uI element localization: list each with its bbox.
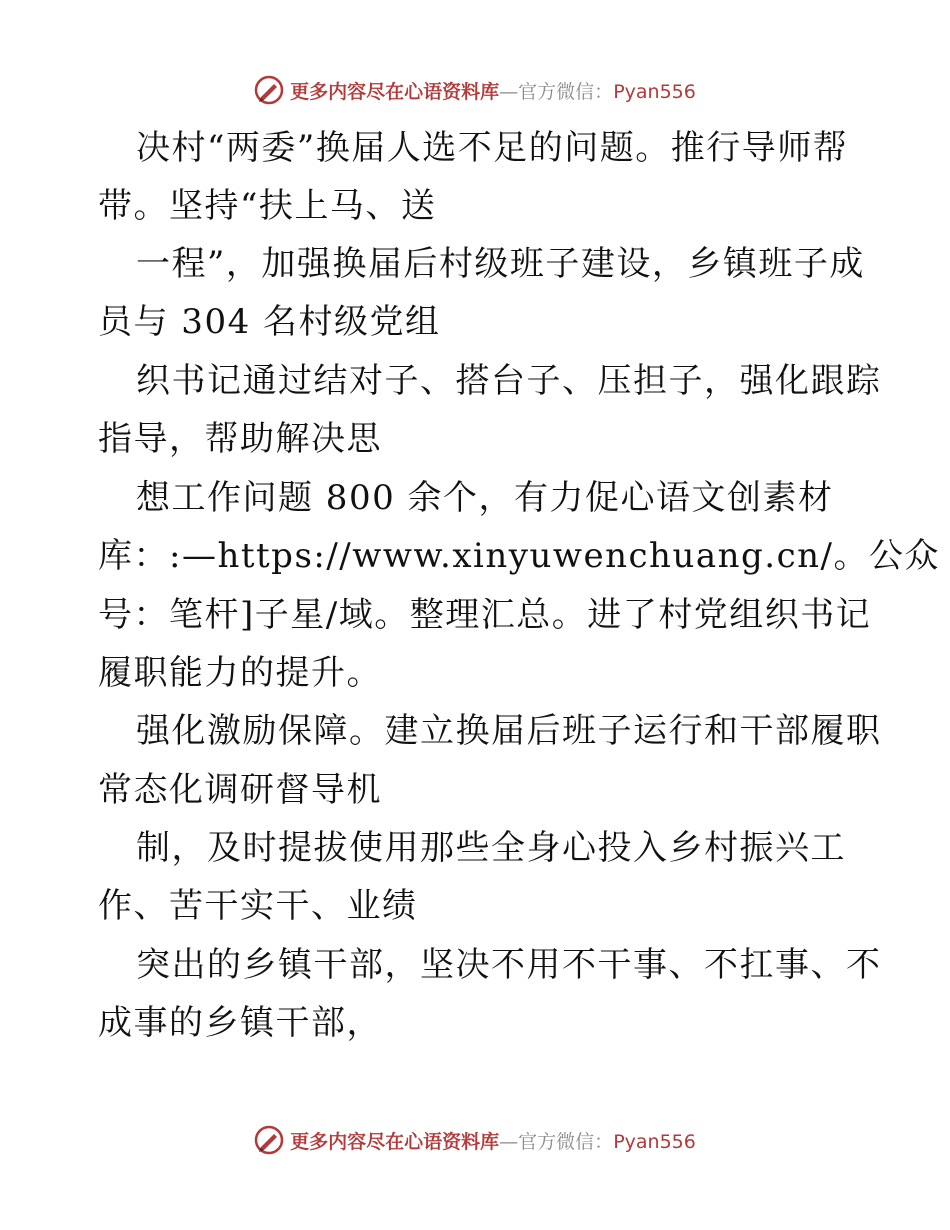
- text-line: 员与 304 名村级党组: [98, 302, 441, 342]
- text-line: 想工作问题 800 余个，有力促心语文创素材: [136, 478, 834, 518]
- text-line: 作、苦干实干、业绩: [98, 886, 418, 926]
- text-line: 制，及时提拔使用那些全身心投入乡村振兴工: [136, 828, 846, 868]
- header-banner: [0, 70, 950, 110]
- text-line: 履职能力的提升。: [98, 653, 382, 693]
- text-line: 常态化调研督导机: [98, 770, 382, 810]
- banner-text: [290, 1127, 696, 1154]
- text-line: 带。坚持“扶上马、送: [98, 186, 437, 226]
- pen-logo-icon: [254, 75, 284, 105]
- text-line: 一程”，加强换届后村级班子建设，乡镇班子成: [136, 244, 865, 284]
- text-line: 库：:—https://www.xinyuwenchuang.cn/。公众: [98, 536, 940, 576]
- banner-wechat-label: 官方微信：: [518, 80, 614, 103]
- text-line: 突出的乡镇干部，坚决不用不干事、不扛事、不: [136, 945, 882, 985]
- banner-dash: —: [499, 1130, 519, 1153]
- banner-wechat-id: Pyan556: [613, 80, 696, 103]
- banner-text: [290, 77, 696, 104]
- banner-dash: —: [499, 80, 519, 103]
- text-line: 成事的乡镇干部，: [98, 1003, 382, 1043]
- banner-main-text: 更多内容尽在心语资料库: [290, 1130, 500, 1153]
- banner-wechat-label: 官方微信：: [518, 1130, 614, 1153]
- text-line: 决村“两委”换届人选不足的问题。推行导师帮: [136, 128, 849, 168]
- text-line: 强化激励保障。建立换届后班子运行和干部履职: [136, 711, 882, 751]
- banner-main-text: 更多内容尽在心语资料库: [290, 80, 500, 103]
- text-line: 号：笔杆]子星/域。整理汇总。进了村党组织书记: [98, 595, 872, 635]
- footer-banner: [0, 1120, 950, 1160]
- text-line: 指导，帮助解决思: [98, 419, 382, 459]
- banner-wechat-id: Pyan556: [613, 1130, 696, 1153]
- text-line: 织书记通过结对子、搭台子、压担子，强化跟踪: [136, 361, 882, 401]
- pen-logo-icon: [254, 1125, 284, 1155]
